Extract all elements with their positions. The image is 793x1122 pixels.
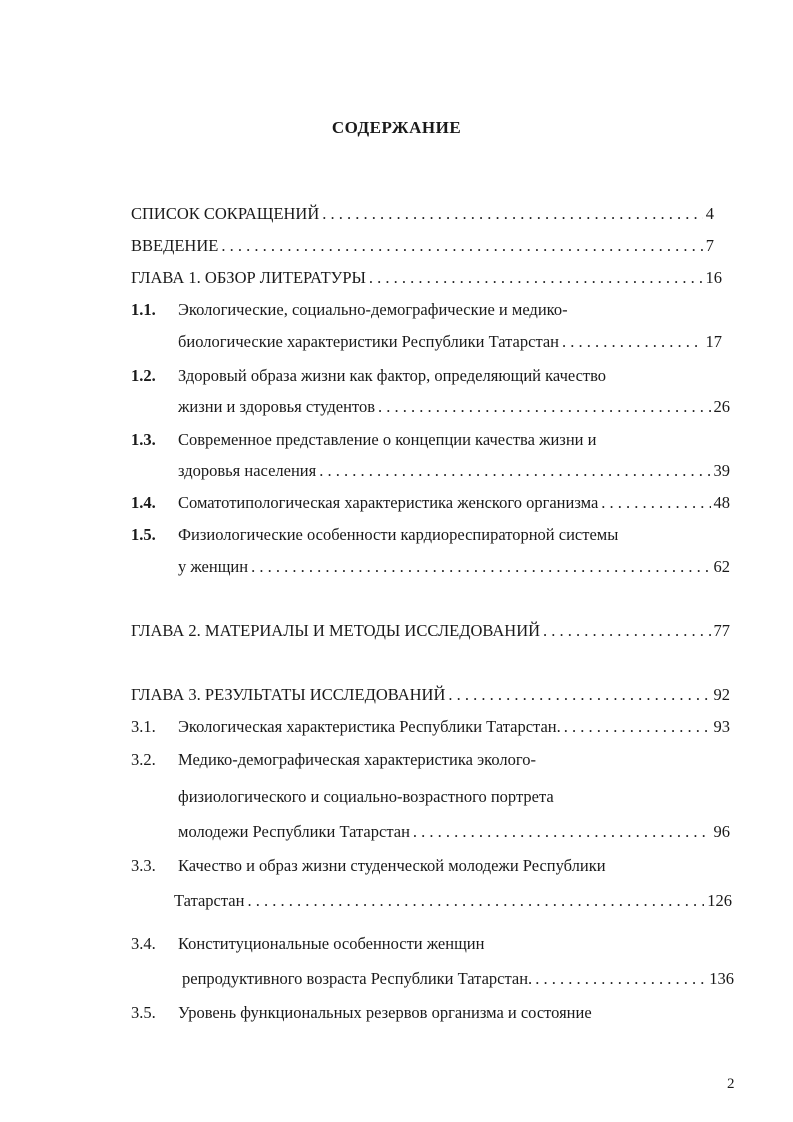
toc-page: 136: [709, 969, 734, 988]
toc-section-number: 1.1.: [131, 300, 156, 319]
toc-section-title[interactable]: Здоровый образа жизни как фактор, определяющий качество: [178, 366, 607, 385]
toc-entry-section-3-1[interactable]: [178, 716, 730, 738]
toc-section-title[interactable]: Уровень функциональных резервов организма и состояние: [178, 1003, 592, 1022]
toc-entry-section-1-2[interactable]: [178, 396, 730, 418]
toc-label: ВВЕДЕНИЕ: [131, 236, 219, 255]
toc-leader: [448, 684, 710, 706]
toc-section-number: 3.2.: [131, 750, 156, 769]
toc-entry-section-1-3[interactable]: [178, 460, 730, 482]
toc-page: 17: [705, 332, 722, 351]
toc-leader: [564, 716, 711, 738]
toc-label: здоровья населения: [178, 461, 317, 480]
toc-entry-section-3-4[interactable]: [182, 968, 734, 990]
toc-section-number: 3.5.: [131, 1003, 156, 1022]
toc-leader: [247, 890, 704, 912]
toc-section-title[interactable]: Современное представление о концепции качества жизни и: [178, 430, 597, 449]
toc-entry-section-1-1[interactable]: [178, 331, 722, 353]
toc-section-number: 3.1.: [131, 717, 156, 736]
toc-entry-chapter-1[interactable]: [131, 267, 722, 289]
toc-label: биологические характеристики Республики Татарстан: [178, 332, 560, 351]
toc-section-number: 1.3.: [131, 430, 156, 449]
toc-section-number: 1.2.: [131, 366, 156, 385]
toc-label: ГЛАВА 3. РЕЗУЛЬТАТЫ ИССЛЕДОВАНИЙ: [131, 685, 446, 704]
toc-label: репродуктивного возраста Республики Татарстан.: [182, 969, 533, 988]
toc-entry-section-1-5[interactable]: [178, 556, 730, 578]
toc-entry-chapter-3[interactable]: [131, 684, 730, 706]
toc-page: 77: [713, 621, 730, 640]
toc-label: ГЛАВА 2. МАТЕРИАЛЫ И МЕТОДЫ ИССЛЕДОВАНИЙ: [131, 621, 541, 640]
toc-page: 62: [713, 557, 730, 576]
toc-page: 92: [713, 685, 730, 704]
toc-section-number: 1.5.: [131, 525, 156, 544]
toc-entry-abbreviations[interactable]: [131, 203, 714, 225]
toc-page: 93: [713, 717, 730, 736]
toc-section-title[interactable]: Экологические, социально-демографические и медико-: [178, 300, 568, 319]
toc-leader: [251, 556, 710, 578]
page-number: 2: [727, 1076, 735, 1092]
toc-section-title[interactable]: Конституциональные особенности женщин: [178, 934, 485, 953]
toc-leader: [221, 235, 702, 257]
toc-leader: [413, 821, 711, 843]
toc-label: Экологическая характеристика Республики Татарстан.: [178, 717, 561, 736]
toc-leader: [562, 331, 702, 353]
toc-label: ГЛАВА 1. ОБЗОР ЛИТЕРАТУРЫ: [131, 268, 366, 287]
toc-section-title[interactable]: Качество и образ жизни студенческой молодежи Республики: [178, 856, 606, 875]
toc-section-title[interactable]: Медико-демографическая характеристика эколого-: [178, 750, 536, 769]
toc-entry-section-1-4[interactable]: [178, 492, 730, 514]
toc-leader: [322, 203, 702, 225]
toc-label: Соматотипологическая характеристика женского организма: [178, 493, 599, 512]
toc-page: 126: [707, 891, 732, 910]
toc-entry-section-3-3[interactable]: [174, 890, 732, 912]
toc-label: Татарстан: [174, 891, 245, 910]
toc-leader: [319, 460, 710, 482]
toc-leader: [369, 267, 703, 289]
toc-leader: [601, 492, 710, 514]
toc-label: СПИСОК СОКРАЩЕНИЙ: [131, 204, 320, 223]
toc-leader: [543, 620, 710, 642]
toc-entry-introduction[interactable]: [131, 235, 714, 257]
toc-page: 7: [705, 236, 714, 255]
toc-page: 26: [713, 397, 730, 416]
toc-page: 16: [705, 268, 722, 287]
toc-section-number: 3.3.: [131, 856, 156, 875]
toc-leader: [535, 968, 706, 990]
toc-page: 48: [713, 493, 730, 512]
page-title: СОДЕРЖАНИЕ: [331, 118, 462, 137]
toc-label: у женщин: [178, 557, 249, 576]
toc-section-number: 1.4.: [131, 493, 156, 512]
toc-entry-chapter-2[interactable]: [131, 620, 730, 642]
toc-leader: [378, 396, 711, 418]
toc-entry-section-3-2[interactable]: [178, 821, 730, 843]
toc-section-title-continued[interactable]: физиологического и социально-возрастного портрета: [178, 787, 554, 806]
toc-page: 4: [705, 204, 714, 223]
toc-label: жизни и здоровья студентов: [178, 397, 375, 416]
toc-section-title[interactable]: Физиологические особенности кардиореспираторной системы: [178, 525, 619, 544]
toc-section-number: 3.4.: [131, 934, 156, 953]
toc-label: молодежи Республики Татарстан: [178, 822, 410, 841]
toc-page: 96: [713, 822, 730, 841]
toc-page: 39: [713, 461, 730, 480]
